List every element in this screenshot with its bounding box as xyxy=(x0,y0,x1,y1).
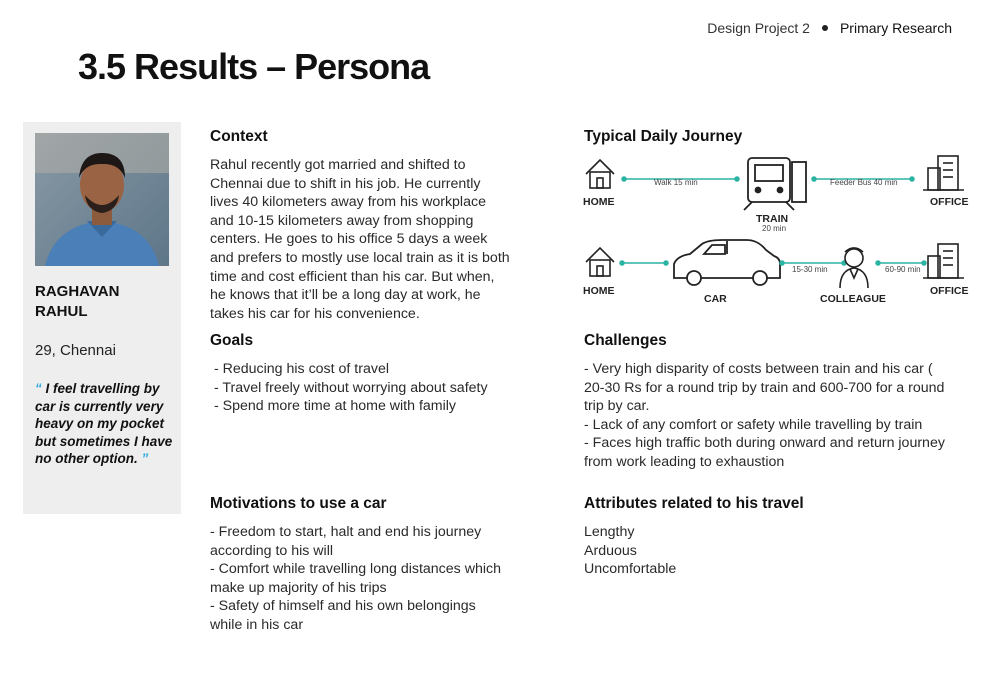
quote-close-mark: ” xyxy=(141,451,149,466)
quote-text: I feel travelling by car is currently very heavy on my pocket but sometimes I have no other option. xyxy=(35,381,173,466)
connector-line xyxy=(620,261,668,265)
motivations-section xyxy=(210,495,510,635)
section-label: Primary Research xyxy=(839,20,952,36)
office-icon xyxy=(923,156,964,190)
goal-item: - Spend more time at home with family xyxy=(210,398,457,415)
journey-home-label-2: HOME xyxy=(583,285,615,297)
goals-section xyxy=(210,332,540,416)
journey-office-label-2: OFFICE xyxy=(930,285,969,297)
car-label: CAR xyxy=(704,293,727,305)
attributes-section xyxy=(584,495,954,579)
challenge-item: - Very high disparity of costs between train and his car ( 20-30 Rs for a round trip by train and 600-700 for a round trip by car. xyxy=(584,361,945,415)
home-icon xyxy=(586,248,614,276)
bullet-dot xyxy=(822,25,828,31)
train-label: TRAIN xyxy=(756,213,789,225)
goal-item: - Travel freely without worrying about safety xyxy=(210,379,488,396)
quote-open-mark: “ xyxy=(35,381,42,396)
journey-office-label: OFFICE xyxy=(930,196,969,208)
walk-time-label: Walk 15 min xyxy=(654,178,698,187)
car-icon xyxy=(674,240,780,285)
motivation-item: - Safety of himself and his own belongings while in his car xyxy=(210,598,476,633)
context-text: Rahul recently got married and shifted to Chennai due to shift in his job. He currently lives 40 kilometers away from his workplace and 10-15 kilometers away from shopping centers. He goes to his office 5 days a week and prefers to mostly use local train as it is both time and cost efficient than his car. But when, he knows that it’ll be a long day at work, he takes his car for his convenience. xyxy=(210,157,510,322)
journey-heading: Typical Daily Journey xyxy=(584,128,743,145)
page-title: 3.5 Results – Persona xyxy=(78,46,430,87)
challenges-heading: Challenges xyxy=(584,332,667,349)
feeder-bus-label: Feeder Bus 40 min xyxy=(830,178,898,187)
attribute-item: Lengthy xyxy=(584,524,635,540)
motivations-heading: Motivations to use a car xyxy=(210,495,387,512)
goal-item: - Reducing his cost of travel xyxy=(210,361,389,377)
home-icon xyxy=(586,160,614,188)
leg1-time-label: 15-30 min xyxy=(792,265,828,274)
context-section xyxy=(210,128,510,323)
attributes-heading: Attributes related to his travel xyxy=(584,495,804,512)
header-breadcrumb xyxy=(707,20,952,36)
motivation-item: - Freedom to start, halt and end his journey according to his will xyxy=(210,524,482,559)
persona-photo xyxy=(35,133,169,266)
attribute-item: Uncomfortable xyxy=(584,561,677,578)
leg2-time-label: 60-90 min xyxy=(885,265,921,274)
project-label: Design Project 2 xyxy=(707,20,810,36)
journey-home-label: HOME xyxy=(583,196,615,208)
persona-card xyxy=(23,122,181,514)
context-heading: Context xyxy=(210,128,268,145)
challenge-item: - Faces high traffic both during onward and return journey from work leading to exhaustion xyxy=(584,435,945,470)
persona-name: RAGHAVAN RAHUL xyxy=(35,283,120,320)
journey-diagram xyxy=(582,150,982,310)
train-icon xyxy=(744,158,806,210)
challenge-item: - Lack of any comfort or safety while travelling by train xyxy=(584,416,923,433)
goals-heading: Goals xyxy=(210,332,254,349)
motivation-item: - Comfort while travelling long distances which make up majority of his trips xyxy=(210,561,501,596)
challenges-section xyxy=(584,332,954,472)
train-time-label: 20 min xyxy=(762,224,787,233)
persona-age-city: 29, Chennai xyxy=(35,342,116,359)
office-icon xyxy=(923,244,964,278)
attribute-item: Arduous xyxy=(584,542,637,559)
colleague-label: COLLEAGUE xyxy=(820,293,886,305)
persona-quote xyxy=(35,380,175,468)
colleague-icon xyxy=(840,248,868,288)
